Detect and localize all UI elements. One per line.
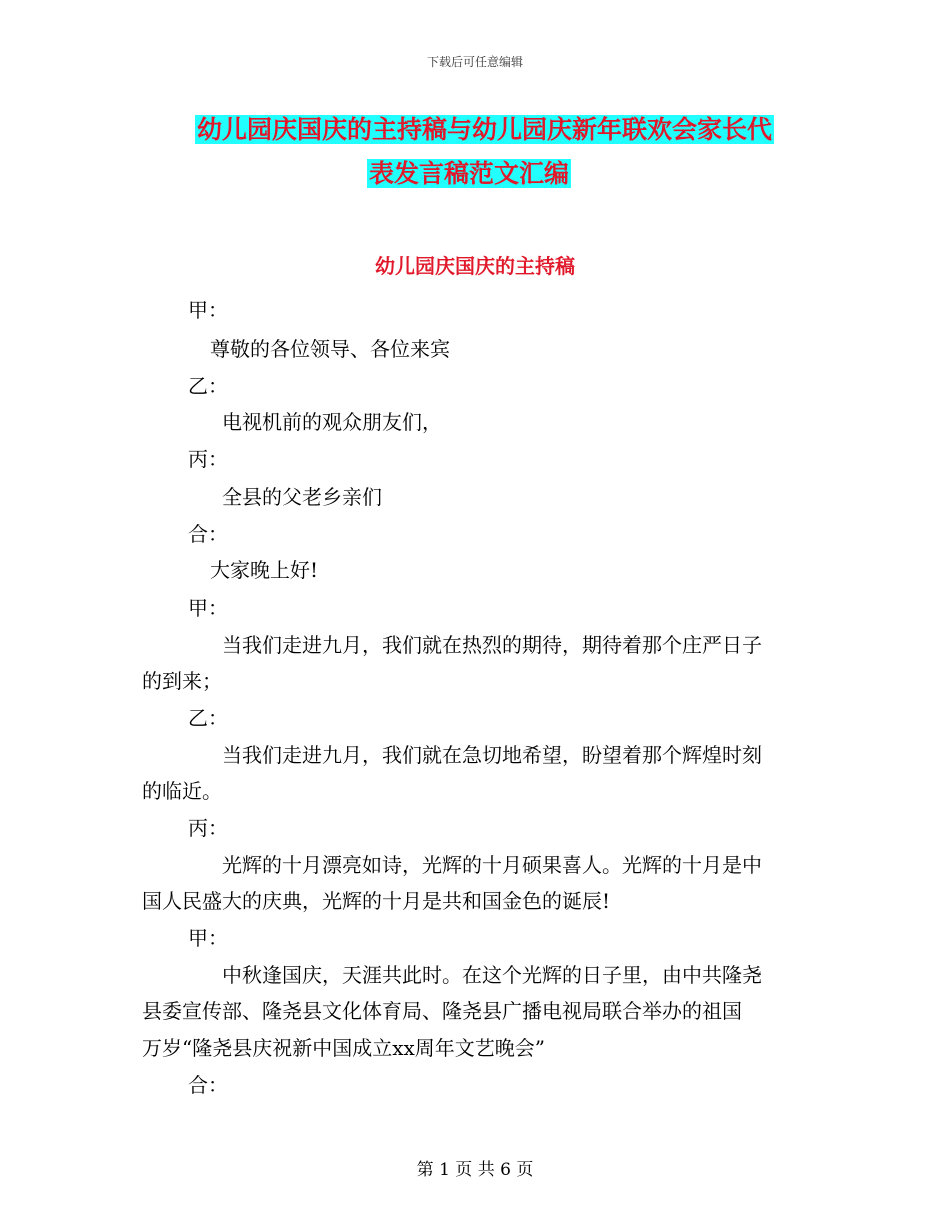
body-line: 中秋逢国庆，天涯共此时。在这个光辉的日子里，由中共隆尧 [222,963,762,987]
body-line: 电视机前的观众朋友们， [222,410,442,434]
page-footer: 第 1 页 共 6 页 [416,1160,534,1180]
speaker-label: 合： [188,522,228,546]
speaker-label: 乙： [188,374,228,398]
document-title-line-1 [195,114,815,146]
speaker-label: 丙： [188,816,228,840]
body-line: 的临近。 [142,779,222,803]
document-title-line-2 [367,158,607,190]
body-line: 尊敬的各位领导、各位来宾 [210,337,450,361]
body-line: 当我们走进九月，我们就在急切地希望，盼望着那个辉煌时刻 [222,743,762,767]
body-line: 万岁“隆尧县庆祝新中国成立xx周年文艺晚会” [142,1036,546,1060]
speaker-label: 乙： [188,706,228,730]
body-line: 的到来； [142,669,222,693]
speaker-label: 丙： [188,447,228,471]
body-line: 大家晚上好! [210,558,319,582]
title-highlight: 幼儿园庆国庆的主持稿与幼儿园庆新年联欢会家长代 [197,115,773,144]
title-highlight: 表发言稿范文汇编 [369,159,570,188]
body-line: 国人民盛大的庆典，光辉的十月是共和国金色的诞辰! [142,889,611,913]
body-line: 县委宣传部、隆尧县文化体育局、隆尧县广播电视局联合举办的祖国 [142,999,742,1023]
body-line: 全县的父老乡亲们 [222,485,382,509]
speaker-label: 甲： [188,596,228,620]
section-title: 幼儿园庆国庆的主持稿 [375,254,575,278]
body-line: 光辉的十月漂亮如诗，光辉的十月硕果喜人。光辉的十月是中 [222,853,762,877]
page-header: 下载后可任意编辑 [426,55,523,69]
speaker-label: 甲： [188,926,228,950]
body-line: 当我们走进九月，我们就在热烈的期待，期待着那个庄严日子 [222,633,762,657]
speaker-label: 合： [188,1073,228,1097]
speaker-label: 甲： [188,298,228,322]
